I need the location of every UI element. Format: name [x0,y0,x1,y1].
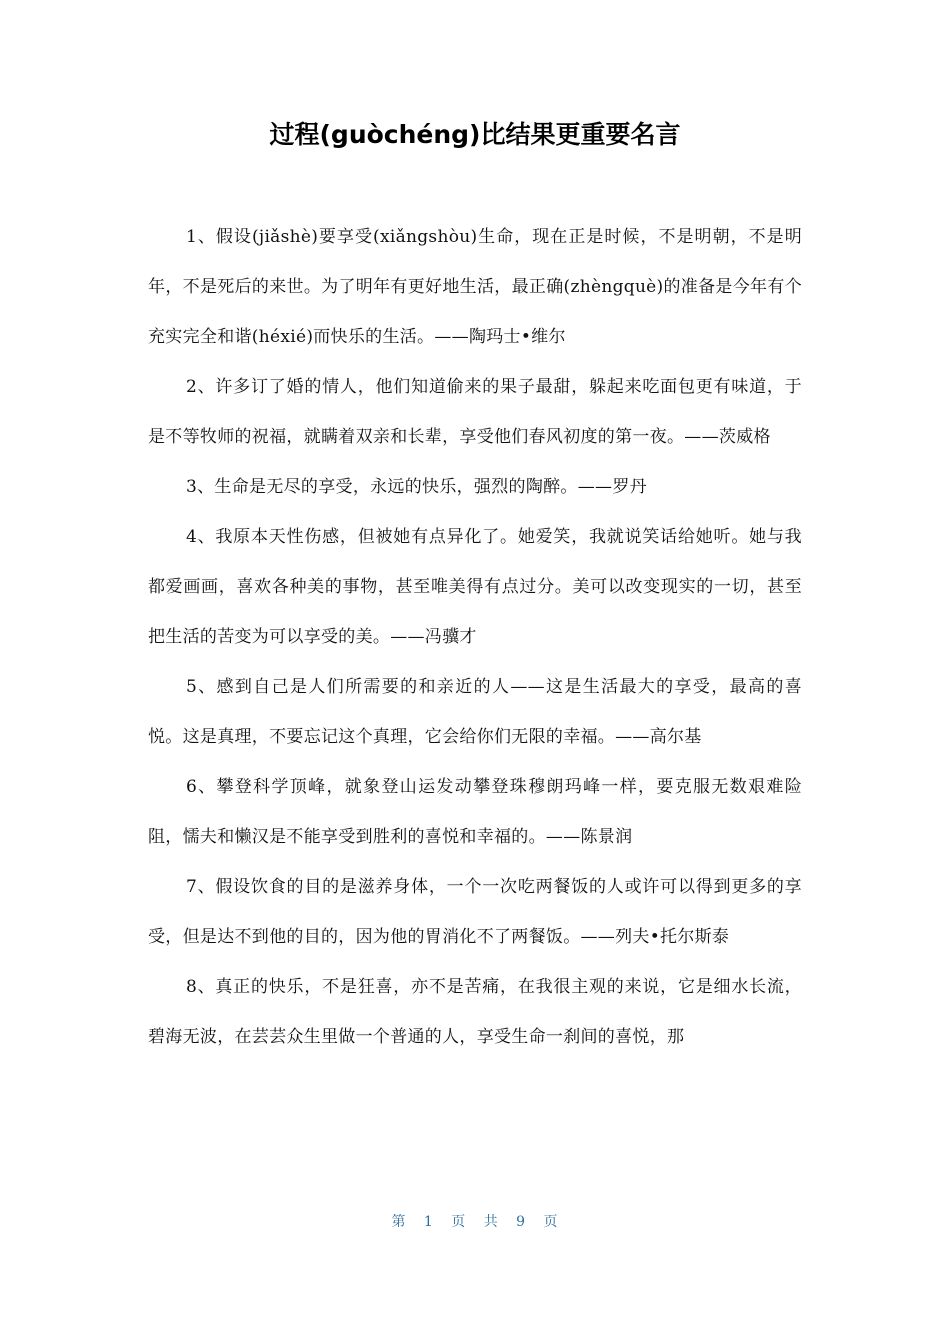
quote-paragraph-3: 3、生命是无尽的享受，永远的快乐，强烈的陶醉。——罗丹 [186,477,647,497]
quote-paragraph-7: 7、假设饮食的目的是滋养身体，一个一次吃两餐饭的人或许可以得到更多的享受，但是达不到他的目的，因为他的胃消化不了两餐饭。——列夫•托尔斯泰 [148,877,802,947]
quote-paragraph-5: 5、感到自己是人们所需要的和亲近的人——这是生活最大的享受，最高的喜悦。这是真理，不要忘记这个真理，它会给你们无限的幸福。——高尔基 [148,677,802,747]
quote-paragraph-2: 2、许多订了婚的情人，他们知道偷来的果子最甜，躲起来吃面包更有味道，于是不等牧师的祝福，就瞒着双亲和长辈，享受他们春风初度的第一夜。——茨威格 [148,377,802,447]
quote-paragraph-4: 4、我原本天性伤感，但被她有点异化了。她爱笑，我就说笑话给她听。她与我都爱画画，喜欢各种美的事物，甚至唯美得有点过分。美可以改变现实的一切，甚至把生活的苦变为可以享受的美。——冯骥才 [148,527,802,647]
page-number-footer: 第 1 页 共 9 页 [391,1214,559,1230]
quote-paragraph-8: 8、真正的快乐，不是狂喜，亦不是苦痛，在我很主观的来说，它是细水长流，碧海无波，在芸芸众生里做一个普通的人，享受生命一刹间的喜悦，那 [148,977,802,1047]
quote-paragraph-1: 1、假设(jiǎshè)要享受(xiǎngshòu)生命，现在正是时候，不是明朝，不是明年，不是死后的来世。为了明年有更好地生活，最正确(zhèngquè)的准备是今年有个充实完全和谐(héxié)而快乐的生活。——陶玛士•维尔 [148,227,802,347]
document-body [148,212,802,1062]
document-title: 过程(guòchéng)比结果更重要名言 [269,120,681,149]
quote-paragraph-6: 6、攀登科学顶峰，就象登山运发动攀登珠穆朗玛峰一样，要克服无数艰难险阻，懦夫和懒汉是不能享受到胜利的喜悦和幸福的。——陈景润 [148,777,802,847]
